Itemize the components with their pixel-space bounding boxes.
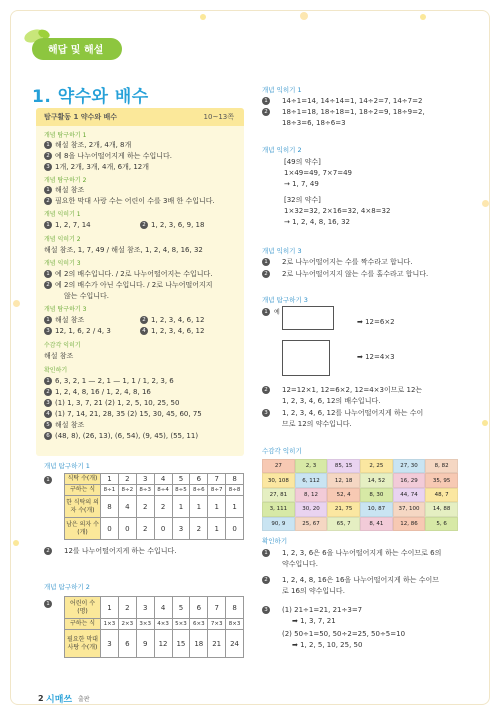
brand-sub: 출판 xyxy=(78,696,90,703)
dot-decoration xyxy=(482,200,489,207)
table-header-cell: 필요한 막대 사탕 수(개) xyxy=(65,630,101,658)
answer-line: 1, 2, 4, 8, 16 / 1, 2, 4, 8, 16 xyxy=(55,388,151,396)
mosaic-cell: 8, 12 xyxy=(295,488,328,502)
number-badge: 2 xyxy=(262,270,270,278)
mosaic-cell: 30, 108 xyxy=(262,473,295,487)
answer-line: ➡ 1, 3, 7, 21 xyxy=(292,617,336,625)
answer-line: 해설 참조 xyxy=(55,421,85,429)
answer-line: 1, 2, 4, 8, 16은 16을 나누어떨어지게 하는 수이므 xyxy=(282,576,439,584)
table-cell: 9 xyxy=(136,630,154,658)
section-title: 확인하기 xyxy=(44,367,68,374)
answer-line: 예 2의 배수입니다. / 2로 나누어떨어지는 수입니다. xyxy=(55,270,213,278)
table-cell: 1 xyxy=(190,496,208,518)
table-cell: 3 xyxy=(172,518,190,540)
mosaic-cell: 14, 88 xyxy=(425,502,458,516)
section-title: 개념 탐구하기 1 xyxy=(44,132,87,139)
answer-line: [49의 약수] xyxy=(284,158,321,166)
section-title: 개념 익히기 1 xyxy=(262,86,302,94)
table-header-cell: 한 식탁의 의자 수(개) xyxy=(65,496,101,518)
table-cell: 8÷2 xyxy=(118,485,136,496)
table-cell: 5 xyxy=(172,597,190,619)
table-cell: 7×3 xyxy=(208,619,226,630)
number-mosaic xyxy=(262,459,458,531)
example-mark: 예 xyxy=(274,309,280,316)
number-badge: 2 xyxy=(140,316,148,324)
answer-line: 1개, 2개, 3개, 4개, 6개, 12개 xyxy=(55,163,149,171)
section-title: 확인하기 xyxy=(262,537,288,545)
number-badge: 3 xyxy=(262,409,270,417)
table-cell: 8÷5 xyxy=(172,485,190,496)
mosaic-cell: 2, 3 xyxy=(295,459,328,473)
number-badge: 3 xyxy=(44,399,52,407)
answer-line: 1×49=49, 7×7=49 xyxy=(284,169,352,177)
table-cell: 24 xyxy=(226,630,244,658)
section-title: 개념 탐구하기 3 xyxy=(262,296,308,304)
table-cell: 1 xyxy=(101,474,119,485)
table-cell: 15 xyxy=(172,630,190,658)
table-cell: 5×3 xyxy=(172,619,190,630)
table-cell: 2 xyxy=(136,496,154,518)
table-header-cell: 어린이 수(명) xyxy=(65,597,101,619)
dot-decoration xyxy=(420,14,426,20)
table-cell: 1 xyxy=(226,496,244,518)
number-badge: 2 xyxy=(262,108,270,116)
section-title: 개념 익히기 2 xyxy=(44,236,81,243)
table-cell: 5 xyxy=(172,474,190,485)
number-badge: 2 xyxy=(262,386,270,394)
table-cell: 4 xyxy=(154,597,172,619)
table-cell: 3 xyxy=(136,597,154,619)
dot-decoration xyxy=(482,420,488,426)
section-title: 개념 익히기 1 xyxy=(44,211,81,218)
answer-line: 예 2의 배수가 아닌 수입니다. / 2로 나누어떨어지지 xyxy=(55,281,213,289)
mosaic-cell: 16, 29 xyxy=(393,473,426,487)
mosaic-cell: 8, 30 xyxy=(360,488,393,502)
answer-line: 14÷1=14, 14÷14=1, 14÷2=7, 14÷7=2 xyxy=(282,97,423,105)
section-title: 개념 익히기 2 xyxy=(262,146,302,154)
answer-line: 예 8을 나누어떨어지게 하는 수입니다. xyxy=(55,152,173,160)
header-label: 해답 및 해설 xyxy=(48,45,104,56)
section-title: 개념 탐구하기 3 xyxy=(44,306,87,313)
mosaic-cell: 8, 41 xyxy=(360,517,393,531)
answer-line: 2로 나누어떨어지지 않는 수를 홀수라고 합니다. xyxy=(282,270,429,278)
mosaic-cell: 14, 52 xyxy=(360,473,393,487)
section-title: 수감각 익히기 xyxy=(44,342,81,349)
table-cell: 4 xyxy=(154,474,172,485)
chair-table xyxy=(64,473,244,540)
mosaic-cell: 27, 30 xyxy=(393,459,426,473)
number-badge: 1 xyxy=(44,221,52,229)
table-cell: 0 xyxy=(154,518,172,540)
table-header-cell: 구하는 식 xyxy=(65,619,101,630)
table-cell: 1 xyxy=(101,597,119,619)
table-cell: 6 xyxy=(118,630,136,658)
table-cell: 8÷3 xyxy=(136,485,154,496)
number-badge: 6 xyxy=(44,432,52,440)
mosaic-cell: 27 xyxy=(262,459,295,473)
equation: ➡ 12=6×2 xyxy=(357,318,395,326)
table-cell: 1 xyxy=(208,518,226,540)
answer-line: [32의 약수] xyxy=(284,196,321,204)
number-badge: 2 xyxy=(44,547,52,555)
answer-line: (2) 50÷1=50, 50÷2=25, 50÷5=10 xyxy=(282,630,406,638)
number-badge: 1 xyxy=(44,270,52,278)
mosaic-cell: 25, 67 xyxy=(295,517,328,531)
mosaic-cell: 90, 9 xyxy=(262,517,295,531)
mosaic-cell: 8, 82 xyxy=(425,459,458,473)
number-badge: 2 xyxy=(44,197,52,205)
table-cell: 2 xyxy=(118,597,136,619)
table-cell: 0 xyxy=(118,518,136,540)
answer-line: 12, 1, 6, 2 / 4, 3 xyxy=(55,327,111,335)
number-badge: 2 xyxy=(44,388,52,396)
answer-line: 므로 12의 약수입니다. xyxy=(282,420,352,428)
answer-line: 1×32=32, 2×16=32, 4×8=32 xyxy=(284,207,391,215)
number-badge: 2 xyxy=(44,281,52,289)
table-cell: 2×3 xyxy=(118,619,136,630)
table-cell: 1×3 xyxy=(101,619,119,630)
table-cell: 21 xyxy=(208,630,226,658)
rectangle-6x2 xyxy=(282,306,334,330)
answer-line: 12를 나누어떨어지게 하는 수입니다. xyxy=(64,547,177,555)
table-header-cell: 남은 의자 수(개) xyxy=(65,518,101,540)
dot-decoration xyxy=(300,12,308,20)
number-badge: 3 xyxy=(262,606,270,614)
mosaic-cell: 52, 4 xyxy=(327,488,360,502)
dot-decoration xyxy=(13,300,20,307)
mosaic-cell: 85, 15 xyxy=(327,459,360,473)
table-cell: 12 xyxy=(154,630,172,658)
table-header-cell: 식탁 수(개) xyxy=(65,474,101,485)
dot-decoration xyxy=(13,540,19,546)
mosaic-cell: 6, 112 xyxy=(295,473,328,487)
table-cell: 6×3 xyxy=(190,619,208,630)
answer-line: 해설 참조, 2개, 4개, 8개 xyxy=(55,141,132,149)
table-cell: 4×3 xyxy=(154,619,172,630)
number-badge: 1 xyxy=(44,186,52,194)
answer-line: 12=12×1, 12=6×2, 12=4×3이므로 12는 xyxy=(282,386,423,394)
mosaic-cell: 27, 81 xyxy=(262,488,295,502)
section-title: 개념 익히기 3 xyxy=(44,260,81,267)
mosaic-cell: 65, 7 xyxy=(327,517,360,531)
table-cell: 0 xyxy=(226,518,244,540)
table-cell: 8 xyxy=(101,496,119,518)
activity-title: 탐구활동 1 약수와 배수 xyxy=(44,113,118,121)
mosaic-cell: 12, 18 xyxy=(327,473,360,487)
answer-line: 1, 2, 3, 6, 9, 18 xyxy=(151,221,205,229)
mosaic-cell: 12, 86 xyxy=(393,517,426,531)
answer-line: 약수입니다. xyxy=(282,560,319,568)
table-cell: 8÷4 xyxy=(154,485,172,496)
table-cell: 2 xyxy=(190,518,208,540)
answer-line: (1) 7, 14, 21, 28, 35 (2) 15, 30, 45, 60, 75 xyxy=(55,410,202,418)
mosaic-cell: 37, 100 xyxy=(393,502,426,516)
table-cell: 6 xyxy=(190,474,208,485)
mosaic-cell: 21, 75 xyxy=(327,502,360,516)
section-title: 개념 탐구하기 2 xyxy=(44,177,87,184)
table-cell: 8÷1 xyxy=(101,485,119,496)
answer-line: 로 16의 약수입니다. xyxy=(282,587,345,595)
answer-line: 18÷3=6, 18÷6=3 xyxy=(282,119,346,127)
equation: ➡ 12=4×3 xyxy=(357,353,395,361)
table-cell: 8×3 xyxy=(226,619,244,630)
table-cell: 7 xyxy=(208,474,226,485)
table-cell: 1 xyxy=(208,496,226,518)
number-badge: 5 xyxy=(44,421,52,429)
answer-line: 해설 참조 xyxy=(44,352,74,360)
answer-line: → 1, 2, 4, 8, 16, 32 xyxy=(284,218,350,226)
mosaic-cell: 48, 7 xyxy=(425,488,458,502)
mosaic-cell: 3, 111 xyxy=(262,502,295,516)
mosaic-cell: 10, 87 xyxy=(360,502,393,516)
section-title: 개념 탐구하기 2 xyxy=(44,583,90,591)
dot-decoration xyxy=(200,14,206,20)
number-badge: 3 xyxy=(44,163,52,171)
answer-line: 6, 3, 2, 1 — 2, 1 — 1, 1 / 1, 2, 3, 6 xyxy=(55,377,174,385)
table-cell: 2 xyxy=(118,474,136,485)
answer-line: → 1, 7, 49 xyxy=(284,180,319,188)
candy-table xyxy=(64,596,244,658)
table-header-cell: 구하는 식 xyxy=(65,485,101,496)
number-badge: 2 xyxy=(140,221,148,229)
answer-line: 않는 수입니다. xyxy=(64,292,110,300)
answer-line: (48, 8), (26, 13), (6, 54), (9, 45), (55, 11) xyxy=(55,432,199,440)
number-badge: 1 xyxy=(262,549,270,557)
table-cell: 3 xyxy=(136,474,154,485)
number-badge: 1 xyxy=(44,377,52,385)
table-cell: 3×3 xyxy=(136,619,154,630)
table-cell: 8 xyxy=(226,474,244,485)
brand-logo: 시매쓰 xyxy=(46,695,73,705)
rectangle-4x3 xyxy=(282,340,330,376)
section-title: 개념 탐구하기 1 xyxy=(44,462,90,470)
mosaic-cell: 2, 25 xyxy=(360,459,393,473)
table-cell: 8÷8 xyxy=(226,485,244,496)
number-badge: 1 xyxy=(262,97,270,105)
answer-line: 1, 2, 3, 4, 6, 12 xyxy=(151,316,205,324)
number-badge: 1 xyxy=(44,141,52,149)
mosaic-cell: 5, 6 xyxy=(425,517,458,531)
page-range: 10~13쪽 xyxy=(203,113,234,121)
table-cell: 8÷7 xyxy=(208,485,226,496)
number-badge: 2 xyxy=(44,152,52,160)
answer-line: 1, 2, 3, 4, 6, 12의 배수입니다. xyxy=(282,397,381,405)
page-number: 2 xyxy=(38,694,44,703)
number-badge: 4 xyxy=(140,327,148,335)
answer-line: 해설 참조 xyxy=(55,186,85,194)
answer-line: (1) 21÷1=21, 21÷3=7 xyxy=(282,606,363,614)
number-badge: 1 xyxy=(44,476,52,484)
number-badge: 1 xyxy=(44,600,52,608)
answer-line: 1, 2, 3, 4, 6, 12를 나누어떨어지게 하는 수이 xyxy=(282,409,424,417)
answer-line: 해설 참조, 1, 7, 49 / 해설 참조, 1, 2, 4, 8, 16, 32 xyxy=(44,246,203,254)
answer-summary-header xyxy=(36,108,244,126)
number-badge: 4 xyxy=(44,410,52,418)
answer-line: ➡ 1, 2, 5, 10, 25, 50 xyxy=(292,641,363,649)
table-cell: 0 xyxy=(101,518,119,540)
answer-line: 1, 2, 3, 4, 6, 12 xyxy=(151,327,205,335)
answer-line: 필요한 막대 사랑 수는 어린이 수를 3배 한 수입니다. xyxy=(55,197,215,205)
table-cell: 7 xyxy=(208,597,226,619)
table-cell: 4 xyxy=(118,496,136,518)
answer-line: 해설 참조 xyxy=(55,316,85,324)
number-badge: 1 xyxy=(262,258,270,266)
chapter-title: 1. 약수와 배수 xyxy=(32,87,149,107)
number-badge: 3 xyxy=(44,327,52,335)
table-cell: 8 xyxy=(226,597,244,619)
table-cell: 2 xyxy=(154,496,172,518)
table-cell: 18 xyxy=(190,630,208,658)
table-cell: 3 xyxy=(101,630,119,658)
number-badge: 1 xyxy=(44,316,52,324)
section-title: 수감각 익히기 xyxy=(262,447,302,455)
table-cell: 2 xyxy=(136,518,154,540)
mosaic-cell: 30, 20 xyxy=(295,502,328,516)
answer-line: (1) 1, 3, 7, 21 (2) 1, 2, 5, 10, 25, 50 xyxy=(55,399,180,407)
answer-line: 2로 나누어떨어지는 수를 짝수라고 합니다. xyxy=(282,258,413,266)
mosaic-cell: 44, 74 xyxy=(393,488,426,502)
section-title: 개념 익히기 3 xyxy=(262,247,302,255)
table-cell: 8÷6 xyxy=(190,485,208,496)
number-badge: 2 xyxy=(262,576,270,584)
answer-line: 18÷1=18, 18÷18=1, 18÷2=9, 18÷9=2, xyxy=(282,108,425,116)
number-badge: 1 xyxy=(262,308,270,316)
table-cell: 6 xyxy=(190,597,208,619)
answer-line: 1, 2, 3, 6은 6을 나누어떨어지게 하는 수이므로 6의 xyxy=(282,549,442,557)
table-cell: 1 xyxy=(172,496,190,518)
answer-line: 1, 2, 7, 14 xyxy=(55,221,91,229)
mosaic-cell: 35, 95 xyxy=(425,473,458,487)
